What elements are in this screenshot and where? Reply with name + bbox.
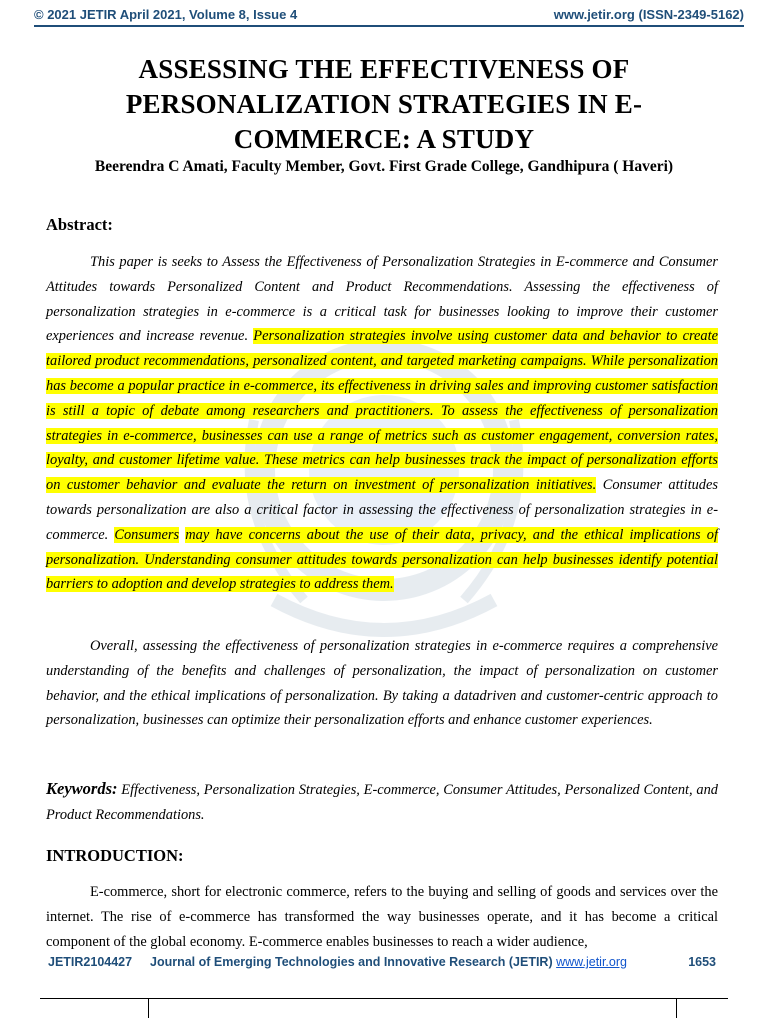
bottom-tick-right	[676, 998, 677, 1018]
introduction-paragraph-1	[46, 880, 718, 954]
abstract-paragraph-2	[46, 634, 718, 733]
paper-title: ASSESSING THE EFFECTIVENESS OF PERSONALIZATION STRATEGIES IN E-COMMERCE: A STUDY	[125, 54, 643, 154]
keywords-text: Effectiveness, Personalization Strategies, E-commerce, Consumer Attitudes, Personalized Content, and Product Recommendations.	[46, 782, 718, 823]
header-rule	[34, 25, 744, 27]
highlighted-text-1: Personalization strategies involve using customer data and behavior to create tailored product recommendations, personalized content, and targeted marketing campaigns. While personalization has become a popular practice in e-commerce, its effectiveness in driving sales and improving customer satisfaction is still a topic of debate among researchers and practitioners. To assess the effectiveness of personalization strategies in e-commerce, businesses can use a range of metrics such as customer engagement, conversion rates, loyalty, and customer lifetime value. These metrics can help businesses track the impact of personalization efforts on customer behavior and evaluate the return on investment of personalization initiatives.	[46, 328, 718, 494]
abstract-heading: Abstract:	[46, 215, 113, 234]
page-footer	[40, 955, 728, 977]
bottom-tick-left	[148, 998, 149, 1018]
introduction-text: E-commerce, short for electronic commerce, refers to the buying and selling of goods and services over the internet. The rise of e-commerce has transformed the way businesses operate, and it has become a critical component of the global economy. E-commerce enables businesses to reach a wider audience,	[46, 884, 718, 950]
journal-link[interactable]: www.jetir.org	[556, 955, 627, 969]
bottom-rule	[40, 998, 728, 999]
journal-website-issn[interactable]: www.jetir.org (ISSN-2349-5162)	[553, 7, 744, 22]
keywords-label: Keywords:	[46, 779, 118, 798]
highlighted-text-2: Consumers	[114, 526, 180, 543]
abstract-paragraph-1	[46, 250, 718, 597]
abstract-text-p2: Overall, assessing the effectiveness of personalization strategies in e-commerce requires a comprehensive understanding of the benefits and challenges of personalization, the impact of personalization on customer behavior, and the ethical implications of personalization. By taking a datadriven and customer-centric approach to personalization, businesses can optimize their personalization efforts and enhance customer experiences.	[46, 638, 718, 729]
journal-issue-info: © 2021 JETIR April 2021, Volume 8, Issue 4	[34, 7, 298, 22]
paper-authors: Beerendra C Amati, Faculty Member, Govt. First Grade College, Gandhipura ( Haveri)	[94, 158, 674, 175]
page-number: 1653	[688, 955, 716, 969]
abstract-text-b: Consumer attitudes towards personalization are also a critical factor in assessing the effectiveness of personalization strategies in e-commerce.	[46, 477, 718, 543]
abstract-text-a: This paper is seeks to Assess the Effectiveness of Personalization Strategies in E-commerce and Consumer Attitudes towards Personalized Content and Product Recommendations. Assessing the effectiveness of personalization strategies in e-commerce is a critical task for businesses looking to improve their customer experiences and increase revenue.	[46, 254, 718, 345]
journal-name	[150, 955, 627, 969]
highlighted-text-3: may have concerns about the use of their data, privacy, and the ethical implications of personalization. Understanding consumer attitudes towards personalization can help businesses identify potential barriers to adoption and develop strategies to address them.	[46, 526, 718, 593]
keywords-paragraph	[46, 777, 718, 828]
introduction-heading: INTRODUCTION:	[46, 846, 184, 865]
journal-name-text: Journal of Emerging Technologies and Innovative Research (JETIR)	[150, 955, 557, 969]
page-header	[0, 0, 768, 28]
paper-code: JETIR2104427	[48, 955, 133, 969]
